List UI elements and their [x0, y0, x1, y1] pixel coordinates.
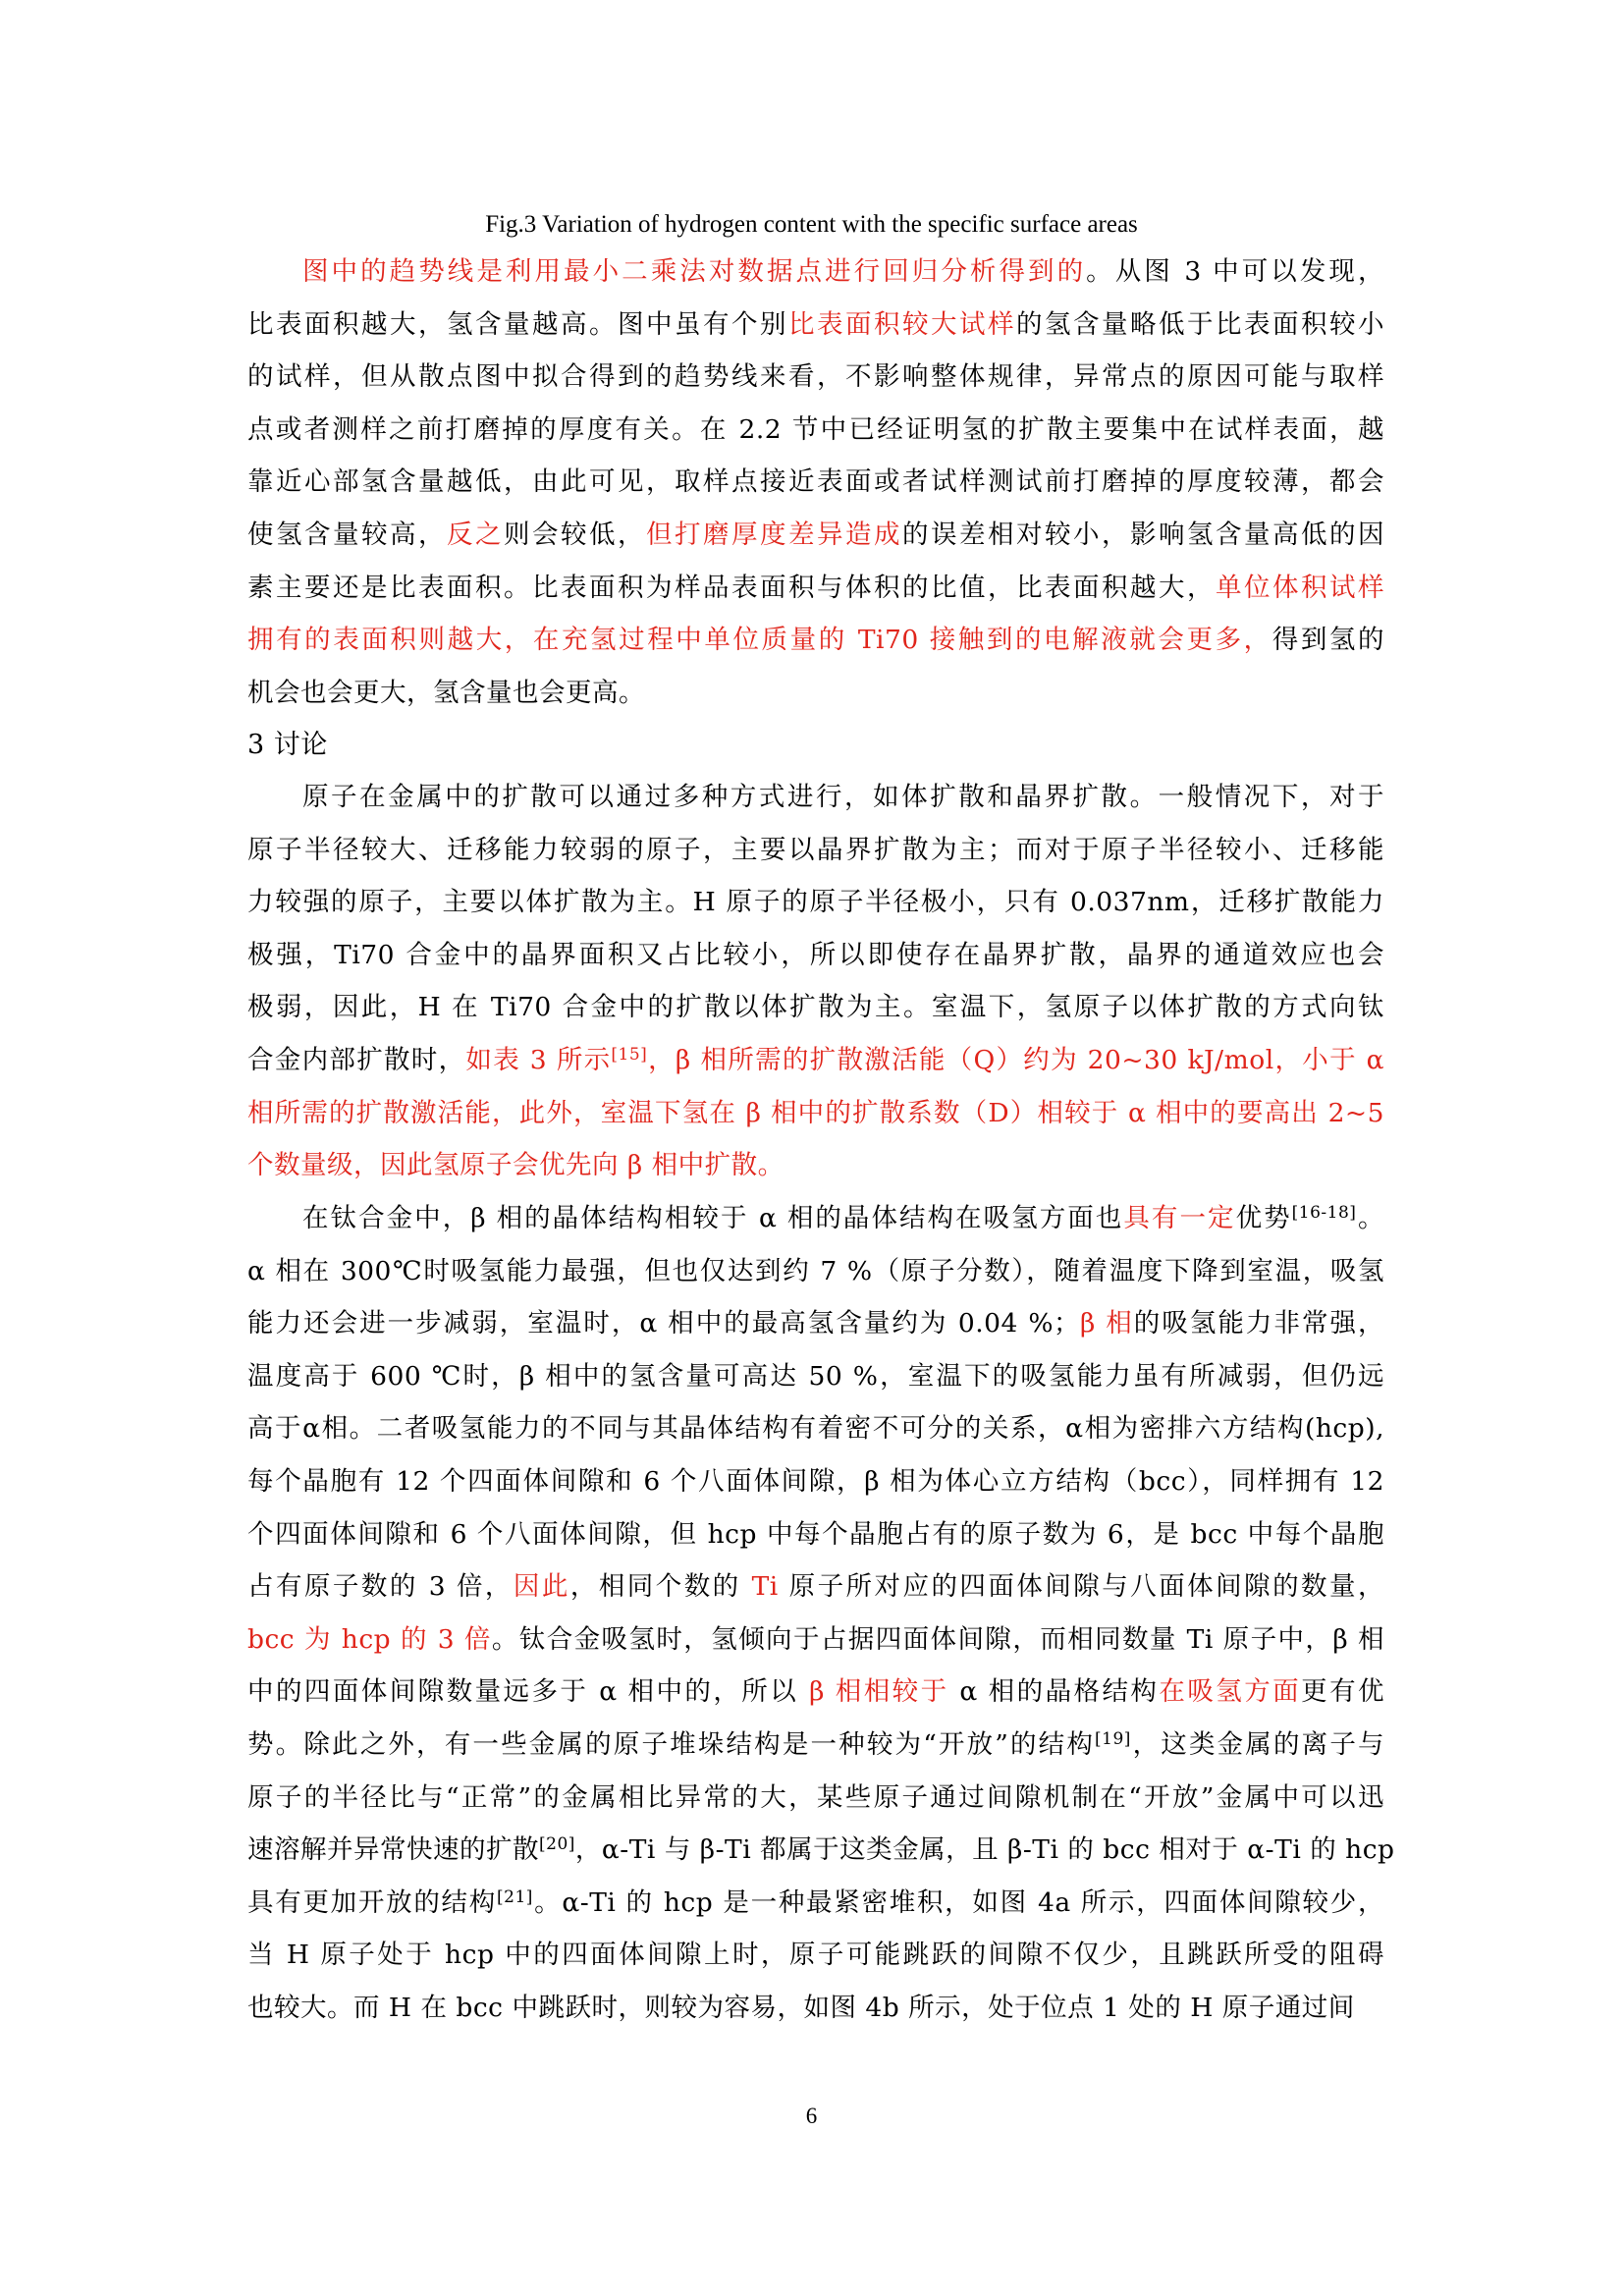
- highlighted-text: 拥有的表面积则越大，在充氢过程中单位质量的 Ti70 接触到的电解液就会更多，: [247, 625, 1272, 656]
- text-run: 更有优: [1301, 1676, 1385, 1708]
- highlighted-text: 反之: [447, 519, 504, 550]
- text-run: 每个晶胞有 12 个四面体间隙和 6 个八面体间隙，β 相为体心立方结构（bcc），同样拥有 12: [247, 1465, 1384, 1497]
- citation: [16-18]: [1291, 1203, 1357, 1223]
- highlighted-text: 因此: [513, 1571, 570, 1603]
- text-line: [247, 614, 1384, 667]
- text-run: 原子在金属中的扩散可以通过多种方式进行，如体扩散和晶界扩散。一般情况下，对于: [302, 782, 1384, 812]
- highlighted-text: 在吸氢方面: [1159, 1676, 1302, 1708]
- highlighted-text: Ti: [751, 1571, 779, 1603]
- text-line: [247, 1402, 1384, 1455]
- text-run: 靠近心部氢含量越低，由此可见，取样点接近表面或者试样测试前打磨掉的厚度较薄，都会: [247, 466, 1384, 498]
- text-run: ，α-Ti 与 β-Ti 都属于这类金属，且 β-Ti 的 bcc 相对于 α-Ti 的 hcp: [574, 1834, 1395, 1866]
- highlighted-text: 如表 3 所示: [465, 1044, 612, 1075]
- text-line: [247, 1929, 1384, 1982]
- text-line: [247, 1087, 1384, 1140]
- text-run: 能力还会进一步减弱，室温时，α 相中的最高氢含量约为 0.04 %；: [247, 1308, 1080, 1339]
- text-line: [247, 1455, 1384, 1508]
- highlighted-text: 具有一定: [1123, 1203, 1236, 1233]
- text-run: 力较强的原子，主要以体扩散为主。H 原子的原子半径极小，只有 0.037nm，迁移扩散能力: [247, 887, 1384, 918]
- text-line: [247, 456, 1384, 509]
- text-run: 势。除此之外，有一些金属的原子堆垛结构是一种较为“开放”的结构: [247, 1728, 1096, 1760]
- text-line: [247, 1560, 1384, 1613]
- text-run: 。: [1356, 1203, 1384, 1233]
- text-run: 极弱，因此，H 在 Ti70 合金中的扩散以体扩散为主。室温下，氢原子以体扩散的方式向钛: [247, 992, 1384, 1023]
- text-run: 素主要还是比表面积。比表面积为样品表面积与体积的比值，比表面积越大，: [247, 572, 1216, 603]
- text-run: 当 H 原子处于 hcp 中的四面体间隙上时，原子可能跳跃的间隙不仅少，且跳跃所受的阻碍: [247, 1940, 1384, 1971]
- highlighted-text: 比表面积较大试样: [788, 308, 1016, 340]
- highlighted-text: bcc 为 hcp 的 3 倍: [247, 1623, 492, 1655]
- highlighted-text: 图中的趋势线是利用最小二乘法对数据点进行回归分析得到的: [302, 256, 1087, 287]
- text-run: 在钛合金中，β 相的晶体结构相较于 α 相的晶体结构在吸氢方面也: [302, 1203, 1124, 1233]
- citation: [21]: [497, 1886, 533, 1907]
- text-line: [247, 981, 1384, 1034]
- text-line: [247, 1297, 1384, 1350]
- text-line: [247, 246, 1384, 299]
- text-run: 的氢含量略低于比表面积较小: [1016, 308, 1384, 340]
- text-run: 中的四面体间隙数量远多于 α 相中的，所以: [247, 1676, 810, 1708]
- text-line: [247, 1245, 1384, 1298]
- highlighted-text: β 相: [1080, 1308, 1134, 1339]
- text-run: 合金内部扩散时，: [247, 1044, 466, 1075]
- text-line: [247, 1877, 1384, 1930]
- text-run: 原子所对应的四面体间隙与八面体间隙的数量，: [778, 1571, 1384, 1603]
- text-line: [247, 1666, 1384, 1719]
- paragraph-trend-analysis: [247, 246, 1384, 719]
- text-run: 点或者测样之前打磨掉的厚度有关。在 2.2 节中已经证明氢的扩散主要集中在试样表面，越: [247, 413, 1384, 445]
- text-line: [247, 562, 1384, 615]
- text-run: 。α-Ti 的 hcp 是一种最紧密堆积，如图 4a 所示，四面体间隙较少，: [532, 1886, 1384, 1918]
- text-line: [247, 929, 1384, 982]
- text-line: [247, 1613, 1384, 1667]
- figure-caption: Fig.3 Variation of hydrogen content with the specific surface areas: [485, 211, 1138, 238]
- text-run: 的试样，但从散点图中拟合得到的趋势线来看，不影响整体规律，异常点的原因可能与取样: [247, 361, 1384, 393]
- page-number: 6: [805, 2104, 818, 2128]
- text-line: [247, 1192, 1384, 1245]
- text-run: 。从图 3 中可以发现，: [1086, 256, 1384, 287]
- text-line: [247, 1034, 1384, 1087]
- section-heading: 3 讨论: [247, 730, 328, 760]
- text-line: [247, 824, 1384, 877]
- text-line: [247, 1508, 1384, 1561]
- text-run: 占有原子数的 3 倍，: [247, 1571, 514, 1603]
- text-run: 则会较低，: [504, 519, 646, 550]
- highlighted-text: 单位体积试样: [1216, 572, 1384, 603]
- text-run: 比表面积越大，氢含量越高。图中虽有个别: [247, 308, 788, 340]
- text-run: 优势: [1235, 1203, 1292, 1233]
- text-line: [247, 404, 1384, 457]
- text-line: [247, 1139, 1384, 1192]
- text-run: 个四面体间隙和 6 个八面体间隙，但 hcp 中每个晶胞占有的原子数为 6，是 bcc 中每个晶胞: [247, 1518, 1384, 1550]
- text-run: α 相的晶格结构: [948, 1676, 1160, 1708]
- text-line: [247, 1982, 1384, 2035]
- text-line: [247, 771, 1384, 824]
- text-line: [247, 667, 1384, 720]
- text-run: 也较大。而 H 在 bcc 中跳跃时，则较为容易，如图 4b 所示，处于位点 1 处的 H 原子通过间: [247, 1992, 1355, 2023]
- highlighted-text: 但打磨厚度差异造成: [646, 519, 902, 550]
- text-line: [247, 876, 1384, 929]
- text-run: 温度高于 600 ℃时，β 相中的氢含量可高达 50 %，室温下的吸氢能力虽有所减弱，但仍远: [247, 1360, 1384, 1392]
- paragraph-crystal-structure: [247, 1192, 1395, 2035]
- text-run: 得到氢的: [1271, 625, 1385, 656]
- citation: [19]: [1095, 1728, 1131, 1749]
- text-run: ，相同个数的: [569, 1571, 752, 1603]
- highlighted-text: β 相相较于: [809, 1676, 949, 1708]
- text-run: 速溶解并异常快速的扩散: [247, 1834, 539, 1866]
- text-run: 原子的半径比与“正常”的金属相比异常的大，某些原子通过间隙机制在“开放”金属中可以迅: [247, 1781, 1384, 1813]
- highlighted-text: ，β 相所需的扩散激活能（Q）约为 20~30 kJ/mol，小于 α: [647, 1044, 1384, 1075]
- text-line: [247, 1772, 1384, 1825]
- text-run: 机会也会更大，氢含量也会更高。: [247, 677, 645, 708]
- text-run: 使氢含量较高，: [247, 519, 447, 550]
- text-run: 原子半径较大、迁移能力较弱的原子，主要以晶界扩散为主；而对于原子半径较小、迁移能: [247, 834, 1384, 865]
- text-run: ，这类金属的离子与: [1130, 1728, 1384, 1760]
- text-line: [247, 1719, 1384, 1772]
- highlighted-text: 个数量级，因此氢原子会优先向 β 相中扩散。: [247, 1150, 784, 1181]
- paragraph-diffusion: [247, 771, 1384, 1192]
- section-heading-wrapper: [247, 719, 1384, 772]
- highlighted-text: 相所需的扩散激活能，此外，室温下氢在 β 相中的扩散系数（D）相较于 α 相中的要高出 2~5: [247, 1097, 1384, 1128]
- text-line: [247, 1350, 1384, 1403]
- text-run: 极强，Ti70 合金中的晶界面积又占比较小，所以即使存在晶界扩散，晶界的通道效应也会: [247, 939, 1384, 970]
- text-run: 具有更加开放的结构: [247, 1886, 497, 1918]
- text-run: 的误差相对较小，影响氢含量高低的因: [902, 519, 1384, 550]
- text-line: [247, 299, 1384, 352]
- text-run: 高于α相。二者吸氢能力的不同与其晶体结构有着密不可分的关系，α相为密排六方结构(hcp),: [247, 1413, 1384, 1445]
- citation: [15]: [611, 1044, 648, 1065]
- text-run: α 相在 300℃时吸氢能力最强，但也仅达到约 7 %（原子分数），随着温度下降到室温，吸氢: [247, 1255, 1384, 1286]
- text-line: [247, 1824, 1395, 1877]
- text-run: 。钛合金吸氢时，氢倾向于占据四面体间隙，而相同数量 Ti 原子中，β 相: [491, 1623, 1385, 1655]
- text-line: [247, 351, 1384, 404]
- citation: [20]: [539, 1834, 575, 1855]
- text-line: [247, 509, 1384, 562]
- text-run: 的吸氢能力非常强，: [1133, 1308, 1384, 1339]
